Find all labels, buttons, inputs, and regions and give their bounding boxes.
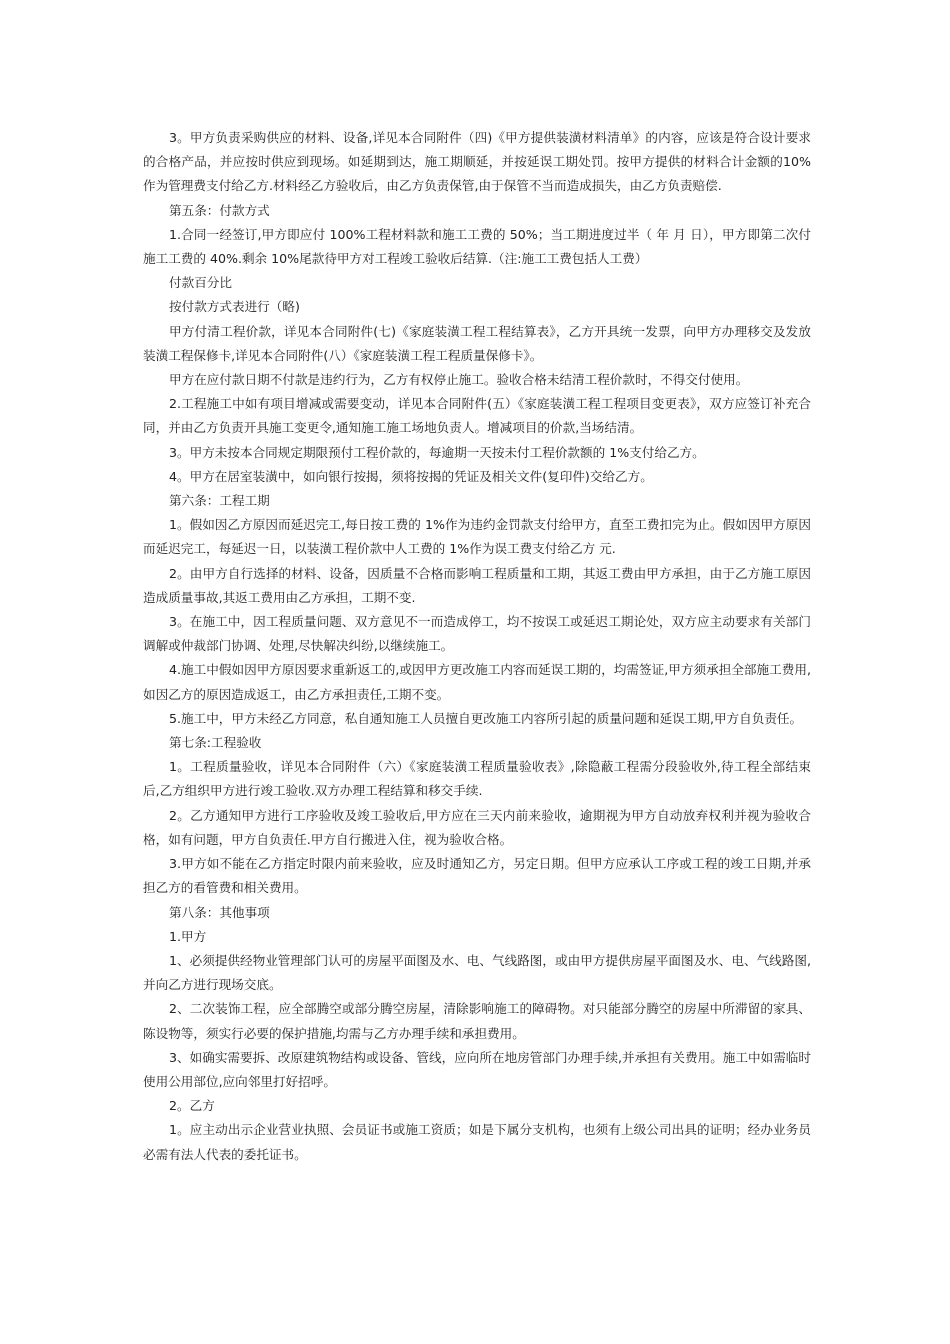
- paragraph-clause-5-1: 1.合同一经签订,甲方即应付 100%工程材料款和施工工费的 50%；当工期进度过半（ 年 月 日），甲方即第二次付施工工费的 40%.剩余 10%尾款待甲方对工程竣工验收后结算.（注:施工工费包括人工费）: [143, 226, 811, 267]
- heading-article-7: 第七条:工程验收: [169, 735, 262, 751]
- paragraph-clause-5-3: 3。甲方未按本合同规定期限预付工程价款的，每逾期一天按未付工程价款额的 1%支付给乙方。: [169, 444, 705, 460]
- paragraph-party-a-1: 1、必须提供经物业管理部门认可的房屋平面图及水、电、气线路图，或由甲方提供房屋平面图及水、电、气线路图,并向乙方进行现场交底。: [143, 952, 811, 993]
- paragraph-party-b-1: 1。应主动出示企业营业执照、会员证书或施工资质；如是下属分支机构，也须有上级公司出具的证明；经办业务员必需有法人代表的委托证书。: [143, 1122, 811, 1162]
- paragraph-clause-5-4: 4。甲方在居室装潢中，如向银行按揭，须将按揭的凭证及相关文件(复印件)交给乙方。: [169, 468, 653, 484]
- paragraph-payment-table-note: 按付款方式表进行（略): [169, 299, 300, 315]
- document-body: [143, 126, 811, 1167]
- paragraph-late-payment: 甲方在应付款日期不付款是违约行为，乙方有权停止施工。验收合格未结清工程价款时，不得交付使用。: [169, 372, 749, 388]
- paragraph-clause-7-3: 3.甲方如不能在乙方指定时限内前来验收，应及时通知乙方，另定日期。但甲方应承认工序或工程的竣工日期,并承担乙方的看管费和相关费用。: [143, 856, 811, 896]
- paragraph-clause-6-4: 4.施工中假如因甲方原因要求重新返工的,或因甲方更改施工内容而延误工期的，均需签证,甲方须承担全部施工费用,如因乙方的原因造成返工，由乙方承担责任,工期不变。: [143, 662, 811, 702]
- heading-article-8: 第八条：其他事项: [169, 904, 270, 920]
- paragraph-party-a-3: 3、如确实需要拆、改原建筑物结构或设备、管线，应向所在地房管部门办理手续,并承担有关费用。施工中如需临时使用公用部位,应向邻里打好招呼。: [143, 1049, 811, 1089]
- heading-article-6: 第六条：工程工期: [169, 493, 270, 509]
- paragraph-clause-6-2: 2。由甲方自行选择的材料、设备，因质量不合格而影响工程质量和工期，其返工费由甲方承担，由于乙方施工原因造成质量事故,其返工费用由乙方承担，工期不变.: [143, 565, 811, 605]
- paragraph-settlement: 甲方付清工程价款，详见本合同附件(七)《家庭装潢工程工程结算表》，乙方开具统一发票，向甲方办理移交及发放装潢工程保修卡,详见本合同附件(八）《家庭装潢工程工程质量保修卡》。: [143, 323, 811, 363]
- paragraph-clause-7-2: 2。乙方通知甲方进行工序验收及竣工验收后,甲方应在三天内前来验收，逾期视为甲方自动放弃权利并视为验收合格，如有问题，甲方自负责任.甲方自行搬进入住，视为验收合格。: [143, 807, 811, 847]
- subheading-party-b: 2。乙方: [169, 1098, 215, 1114]
- paragraph-clause-6-1: 1。假如因乙方原因而延迟完工,每日按工费的 1%作为违约金罚款支付给甲方，直至工费扣完为止。假如因甲方原因而延迟完工，每延迟一日，以装潢工程价款中人工费的 1%作为误工费支付给乙方 元.: [143, 517, 811, 557]
- paragraph-clause-6-3: 3。在施工中，因工程质量问题、双方意见不一而造成停工，均不按误工或延迟工期论处，双方应主动要求有关部门调解或仲裁部门协调、处理,尽快解决纠纷,以继续施工。: [143, 614, 811, 654]
- heading-article-5: 第五条：付款方式: [169, 202, 270, 218]
- paragraph-clause-6-5: 5.施工中，甲方未经乙方同意，私自通知施工人员擅自更改施工内容所引起的质量问题和延误工期,甲方自负责任。: [169, 710, 803, 726]
- paragraph-payment-percentage: 付款百分比: [169, 275, 232, 291]
- paragraph-clause-5-2: 2.工程施工中如有项目增减或需要变动，详见本合同附件(五）《家庭装潢工程工程项目变更表》，双方应签订补充合同，并由乙方负责开具施工变更令,通知施工施工场地负责人。增减项目的价款,当场结清。: [143, 396, 811, 436]
- subheading-party-a: 1.甲方: [169, 928, 207, 944]
- paragraph-party-a-2: 2、二次装饰工程，应全部腾空或部分腾空房屋，清除影响施工的障碍物。对只能部分腾空的房屋中所滞留的家具、陈设物等，须实行必要的保护措施,均需与乙方办理手续和承担费用。: [143, 1001, 811, 1041]
- paragraph-clause-7-1: 1。工程质量验收，详见本合同附件（六）《家庭装潢工程质量验收表》,除隐蔽工程需分段验收外,待工程全部结束后,乙方组织甲方进行竣工验收.双方办理工程结算和移交手续.: [143, 759, 811, 799]
- paragraph-clause-4-3: 3。甲方负责采购供应的材料、设备,详见本合同附件（四)《甲方提供装潢材料清单》的内容，应该是符合设计要求的合格产品，并应按时供应到现场。如延期到达，施工期顺延，并按延误工期处罚。按甲方提供的材料合计金额的10%作为管理费支付给乙方.材料经乙方验收后，由乙方负责保管,由于保管不当而造成损失，由乙方负责赔偿.: [143, 130, 811, 194]
